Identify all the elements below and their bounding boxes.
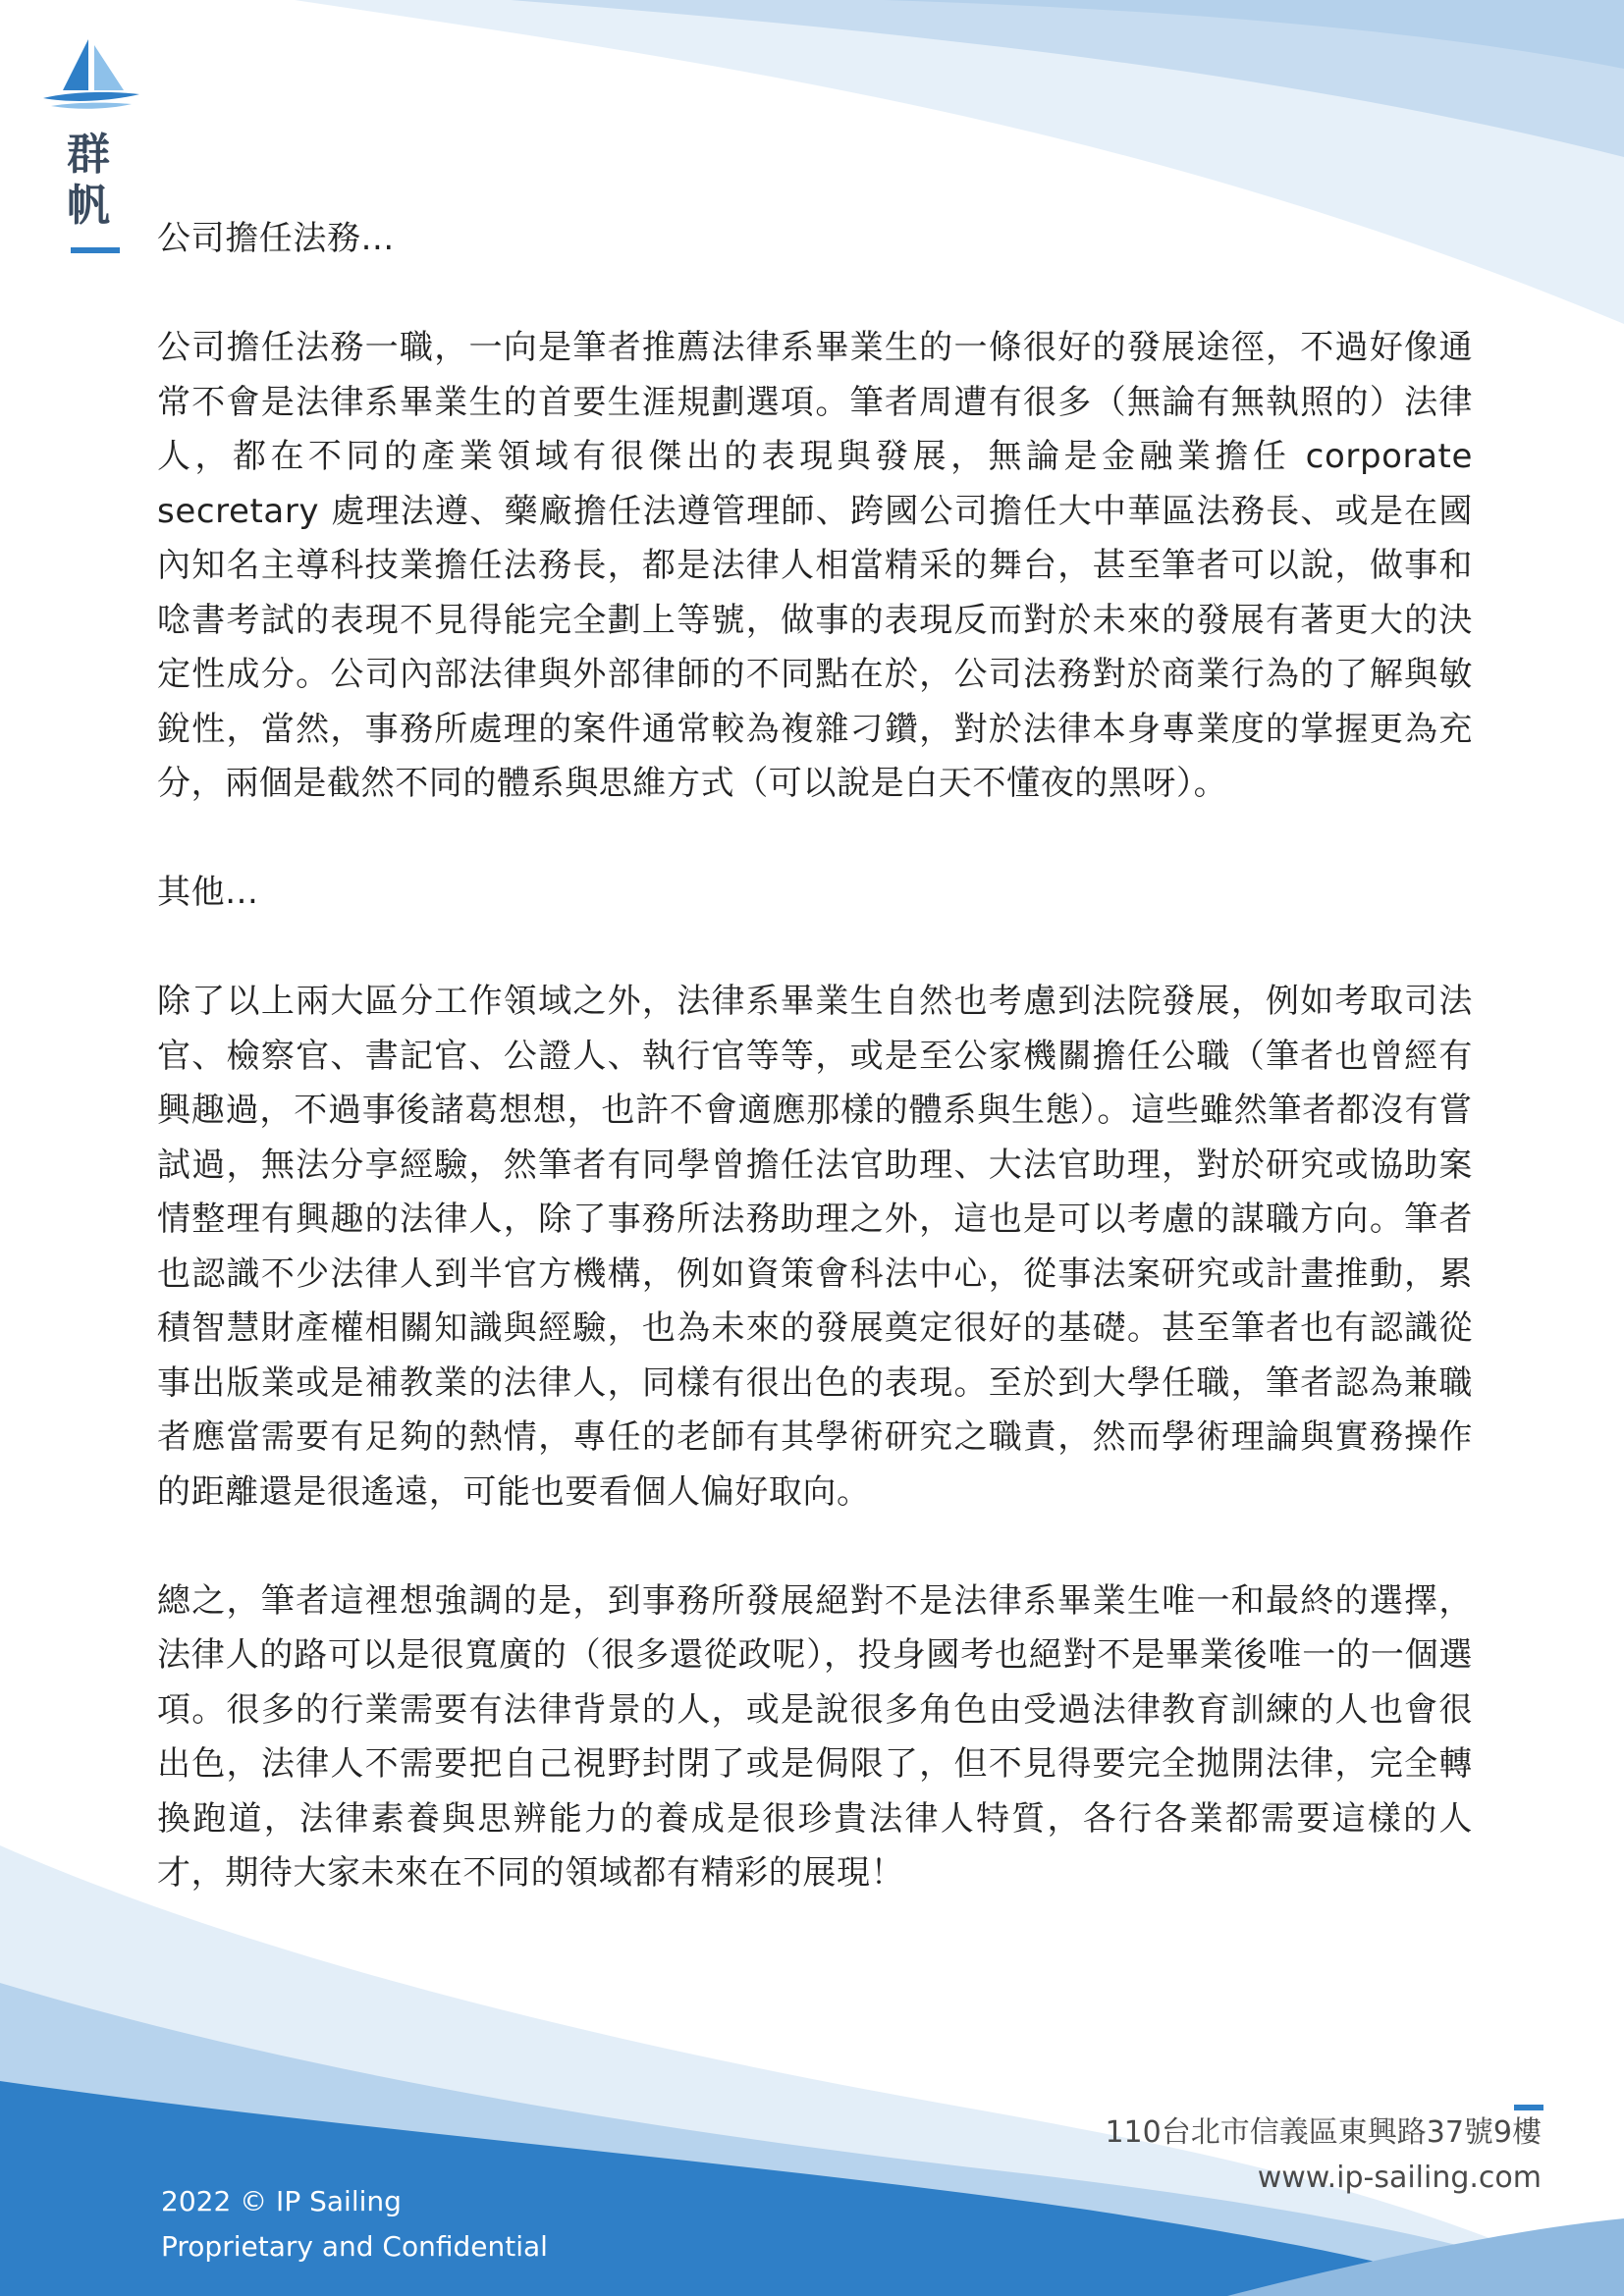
section-heading-corporate-legal: 公司擔任法務... <box>157 219 395 258</box>
brand-underline <box>71 247 120 253</box>
footer-copyright <box>161 2179 548 2269</box>
copyright-text: 2022 © IP Sailing <box>161 2185 402 2217</box>
brand-name <box>67 130 126 232</box>
brand-char-2: 帆 <box>67 181 110 231</box>
confidential-text: Proprietary and Confidential <box>161 2230 548 2263</box>
brand-char-1: 群 <box>67 130 110 180</box>
footer-contact <box>1105 2110 1542 2201</box>
footer-website[interactable]: www.ip-sailing.com <box>1257 2161 1542 2195</box>
section-heading-other: 其他... <box>157 873 259 912</box>
article-body <box>157 212 1473 1901</box>
paragraph-corporate-legal: 公司擔任法務一職，一向是筆者推薦法律系畢業生的一條很好的發展途徑，不過好像通常不會是法律系畢業生的首要生涯規劃選項。筆者周遭有很多（無論有無執照的）法律人，都在不同的產業領域有很傑出的表現與發展，無論是金融業擔任 corporate secretary 處理法遵、藥廠擔任法遵管理師、跨國公司擔任大中華區法務長、或是在國內知名主導科技業擔任法務長，都是法律人相當精采的舞台，甚至筆者可以說，做事和唸書考試的表現不見得能完全劃上等號，做事的表現反而對於未來的發展有著更大的決定性成分。公司內部法律與外部律師的不同點在於，公司法務對於商業行為的了解與敏銳性，當然，事務所處理的案件通常較為複雜刁鑽，對於法律本身專業度的掌握更為充分，兩個是截然不同的體系與思維方式（可以說是白天不懂夜的黑呀）。 <box>157 328 1473 803</box>
sailboat-logo-icon <box>37 35 145 114</box>
paragraph-other: 除了以上兩大區分工作領域之外，法律系畢業生自然也考慮到法院發展，例如考取司法官、檢察官、書記官、公證人、執行官等等，或是至公家機關擔任公職（筆者也曾經有興趣過，不過事後諸葛想想，也許不會適應那樣的體系與生態）。這些雖然筆者都沒有嘗試過，無法分享經驗，然筆者有同學曾擔任法官助理、大法官助理，對於研究或協助案情整理有興趣的法律人，除了事務所法務助理之外，這也是可以考慮的謀職方向。筆者也認識不少法律人到半官方機構，例如資策會科法中心，從事法案研究或計畫推動，累積智慧財產權相關知識與經驗，也為未來的發展奠定很好的基礎。甚至筆者也有認識從事出版業或是補教業的法律人，同樣有很出色的表現。至於到大學任職，筆者認為兼職者應當需要有足夠的熱情，專任的老師有其學術研究之職責，然而學術理論與實務操作的距離還是很遙遠，可能也要看個人偏好取向。 <box>157 982 1473 1512</box>
paragraph-conclusion: 總之，筆者這裡想強調的是，到事務所發展絕對不是法律系畢業生唯一和最終的選擇，法律人的路可以是很寬廣的（很多還從政呢），投身國考也絕對不是畢業後唯一的一個選項。很多的行業需要有法律背景的人，或是說很多角色由受過法律教育訓練的人也會很出色，法律人不需要把自己視野封閉了或是侷限了，但不見得要完全拋開法律，完全轉換跑道，法律素養與思辨能力的養成是很珍貴法律人特質，各行各業都需要這樣的人才，期待大家未來在不同的領域都有精彩的展現！ <box>157 1580 1473 1893</box>
footer-address: 110台北市信義區東興路37號9樓 <box>1105 2115 1542 2150</box>
